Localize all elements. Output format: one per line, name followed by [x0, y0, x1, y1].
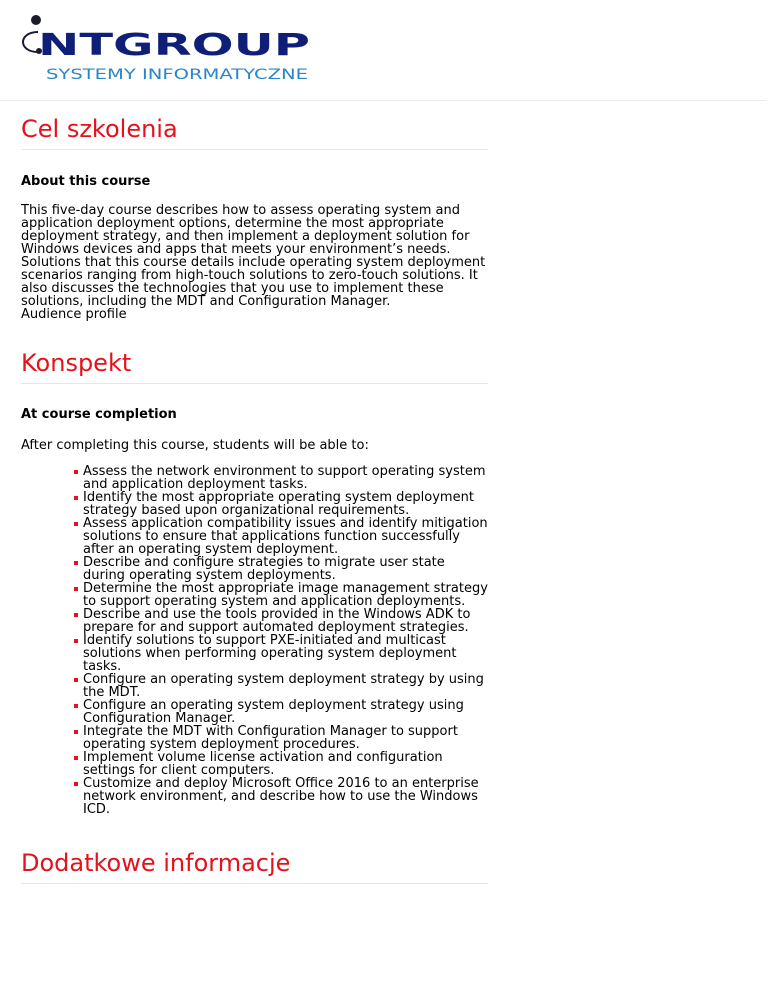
section-outline	[21, 347, 489, 816]
outline-list	[21, 465, 489, 816]
course-content	[21, 113, 489, 884]
outline-list-item: Integrate the MDT with Configuration Manager to support operating system deployment procedures.	[83, 725, 489, 751]
section-divider	[21, 383, 488, 384]
outline-list-item: Assess application compatibility issues and identify mitigation solutions to ensure that applications function successfully after an operating system deployment.	[83, 516, 488, 557]
ntgroup-logo	[16, 12, 316, 88]
subhead-completion: At course completion	[21, 407, 177, 422]
section-goal	[21, 113, 489, 321]
brand-tagline: SYSTEMY INFORMATYCZNE	[46, 67, 308, 83]
outline-list-item: Configure an operating system deployment strategy using Configuration Manager.	[83, 699, 489, 725]
about-paragraph: This five-day course describes how to assess operating system and application deployment options, determine the most appropriate deployment strategy, and then implement a deployment solution for Windows devices and apps that meets your environment’s needs. Solutions that this course details include operating system deployment scenarios ranging from high-touch solutions to zero-touch solutions. It also discusses the technologies that you use to implement these solutions, including the MDT and Configuration Manager.	[21, 203, 486, 309]
section-divider	[21, 149, 488, 150]
outline-intro: After completing this course, students will be able to:	[21, 438, 369, 453]
ntgroup-logo-graphic	[16, 12, 316, 88]
header-divider	[0, 100, 766, 101]
outline-list-item: Identify the most appropriate operating system deployment strategy based upon organizational requirements.	[83, 491, 489, 517]
section-extra	[21, 847, 489, 884]
section-title-extra: Dodatkowe informacje	[21, 849, 291, 877]
audience-profile-label: Audience profile	[21, 307, 127, 322]
brand-name: NTGROUP	[38, 28, 310, 63]
section-title-outline: Konspekt	[21, 349, 132, 377]
outline-list-item: Assess the network environment to support operating system and application deployment tasks.	[83, 465, 489, 491]
outline-list-item: Describe and use the tools provided in the Windows ADK to prepare for and support automated deployment strategies.	[83, 608, 489, 634]
outline-list-item: Customize and deploy Microsoft Office 2016 to an enterprise network environment, and describe how to use the Windows ICD.	[83, 777, 489, 816]
outline-list-item: Implement volume license activation and configuration settings for client computers.	[83, 751, 489, 777]
subhead-about: About this course	[21, 174, 151, 189]
section-divider	[21, 883, 488, 884]
outline-list-item: Configure an operating system deployment strategy by using the MDT.	[83, 673, 489, 699]
outline-list-item: Describe and configure strategies to migrate user state during operating system deployments.	[83, 556, 489, 582]
section-title-goal: Cel szkolenia	[21, 115, 178, 143]
outline-list-item: Determine the most appropriate image management strategy to support operating system and application deployments.	[83, 581, 488, 609]
outline-list-item: Identify solutions to support PXE-initiated and multicast solutions when performing operating system deployment tasks.	[83, 634, 489, 673]
